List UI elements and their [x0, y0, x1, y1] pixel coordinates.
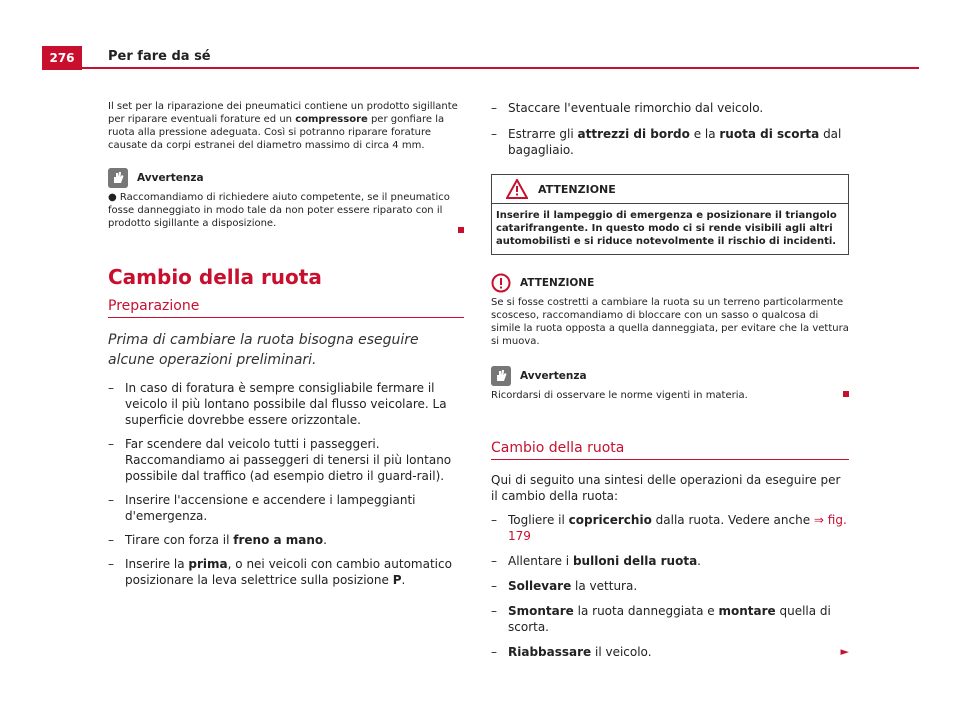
step-text: . [401, 573, 406, 587]
dash: – [491, 579, 497, 593]
warning-box-header [492, 175, 848, 204]
note2-body-row [491, 386, 849, 402]
summary-paragraph: Qui di seguito una sintesi delle operazioni da eseguire per il cambio della ruota: [491, 473, 841, 503]
note-header [108, 168, 464, 188]
page-number: 276 [42, 46, 82, 70]
step-bold: attrezzi di bordo [577, 127, 690, 141]
page-header-title: Per fare da sé [108, 49, 211, 64]
section-title: Cambio della ruota [108, 265, 322, 289]
step-text: dalla ruota. Vedere anche [651, 513, 814, 527]
dash: – [108, 437, 114, 451]
intro-text-2: per gonfiare la ruota alla pressione adeguata. Così si potranno riparare forature causate da corpi estranei del diametro massimo di circa 4 mm. [108, 114, 445, 151]
end-mark [458, 227, 464, 233]
dash: – [108, 493, 114, 507]
dash: – [491, 554, 497, 568]
step-bold: copricerchio [568, 513, 652, 527]
subsection-rule [491, 459, 849, 460]
dash: – [491, 645, 497, 659]
list-item [491, 603, 849, 635]
step-bold: montare [718, 604, 776, 618]
dash: – [108, 533, 114, 547]
note-text: Raccomandiamo di richiedere aiuto competente, se il pneumatico fosse danneggiato in modo tale da non poter essere riparato con il prodotto sigillante a disposizione. [108, 192, 450, 229]
dash: – [108, 381, 114, 395]
step-bold: prima [188, 557, 228, 571]
step-text: Tirare con forza il [125, 533, 234, 547]
warning-box-title: ATTENZIONE [538, 182, 616, 196]
subsection-title-preparazione: Preparazione [108, 298, 200, 314]
step-bold: bulloni della ruota [572, 554, 698, 568]
end-mark [843, 391, 849, 397]
step-text: Inserire l'accensione e accendere i lampeggianti d'emergenza. [125, 493, 416, 523]
dash: – [491, 101, 497, 115]
intro-paragraph [108, 100, 464, 152]
intro-text-1: Il set per la riparazione dei pneumatici contiene un prodotto sigillante per riparare eventuali forature ed un [108, 101, 458, 125]
continue-arrow-icon: ► [840, 645, 849, 658]
list-item [491, 126, 849, 158]
step-text: , o nei veicoli con cambio automatico posizionare la leva selettrice sulla posizione [125, 557, 452, 587]
step-text: e la [689, 127, 720, 141]
subsection-title-cambio: Cambio della ruota [491, 440, 625, 456]
header-rule [42, 67, 919, 69]
note2-header [491, 366, 849, 386]
step-text: In caso di foratura è sempre consigliabile fermare il veicolo il più lontano possibile dal flusso veicolare. La superficie dovrebbe essere orizzontale. [125, 381, 447, 427]
wheel-change-steps [491, 512, 849, 660]
step-bold: ruota di scorta [719, 127, 820, 141]
list-item [108, 532, 464, 548]
step-text: dal bagagliaio. [508, 127, 842, 157]
intro-bold-compressore: compressore [295, 114, 368, 125]
warning2-title: ATTENZIONE [520, 276, 595, 289]
warning2-body: Se si fosse costretti a cambiare la ruota su un terreno particolarmente scosceso, raccomandiamo di bloccare con un sasso o qualcosa di simile la ruota opposta a quella danneggiata, per evitare che la vettura si muova. [491, 297, 849, 347]
lead-paragraph: Prima di cambiare la ruota bisogna eseguire alcune operazioni preliminari. [108, 332, 419, 368]
preparation-steps [108, 380, 464, 588]
note2-title: Avvertenza [520, 369, 587, 382]
step-text: il veicolo. [591, 645, 652, 659]
left-column [108, 100, 464, 588]
note-title: Avvertenza [137, 171, 204, 184]
subsection-rule [108, 317, 464, 318]
list-item [491, 512, 849, 544]
warning-box-body: Inserire il lampeggio di emergenza e posizionare il triangolo catarifrangente. In questo modo ci si rende visibili agli altri automobilisti e si riduce notevolmente il rischio di incidenti. [496, 210, 837, 247]
list-item [491, 644, 849, 660]
step-text: . [697, 554, 701, 568]
step-text: Togliere il [508, 513, 569, 527]
figure-link[interactable]: ⇒ fig. 179 [508, 513, 847, 543]
step-bold: Riabbassare [508, 645, 592, 659]
warning-box [491, 174, 849, 255]
list-item [491, 553, 849, 569]
warning-triangle-icon [506, 179, 528, 199]
note2-body: Ricordarsi di osservare le norme vigenti in materia. [491, 390, 748, 401]
step-text: Estrarre gli [508, 127, 578, 141]
right-column [491, 100, 849, 660]
step-text: Inserire la [125, 557, 189, 571]
step-text: la vettura. [571, 579, 638, 593]
warning2-header [491, 273, 849, 293]
warning-circle-icon [491, 273, 511, 293]
dash: – [491, 127, 497, 141]
list-item [108, 436, 464, 484]
dash: – [491, 604, 497, 618]
step-text: Allentare i [508, 554, 573, 568]
step-bold: Smontare [508, 604, 574, 618]
list-item [108, 556, 464, 588]
dash: – [491, 513, 497, 527]
step-bold: Sollevare [508, 579, 572, 593]
list-item [491, 100, 849, 116]
step-bold: P [392, 573, 402, 587]
list-item [108, 492, 464, 524]
step-text: Far scendere dal veicolo tutti i passeggeri. Raccomandiamo ai passeggeri di tenersi il più lontano possibile dal traffico (ad esempio dietro il guard-rail). [125, 437, 452, 483]
trailer-steps [491, 100, 849, 158]
note-bullet: ● [108, 192, 117, 203]
list-item [108, 380, 464, 428]
list-item [491, 578, 849, 594]
step-text: . [323, 533, 327, 547]
step-bold: freno a mano [233, 533, 324, 547]
note-hand-icon [491, 366, 511, 386]
step-text: la ruota danneggiata e [573, 604, 719, 618]
step-text: Staccare l'eventuale rimorchio dal veicolo. [508, 101, 764, 115]
step-text: quella di scorta. [508, 604, 831, 634]
dash: – [108, 557, 114, 571]
note-hand-icon [108, 168, 128, 188]
